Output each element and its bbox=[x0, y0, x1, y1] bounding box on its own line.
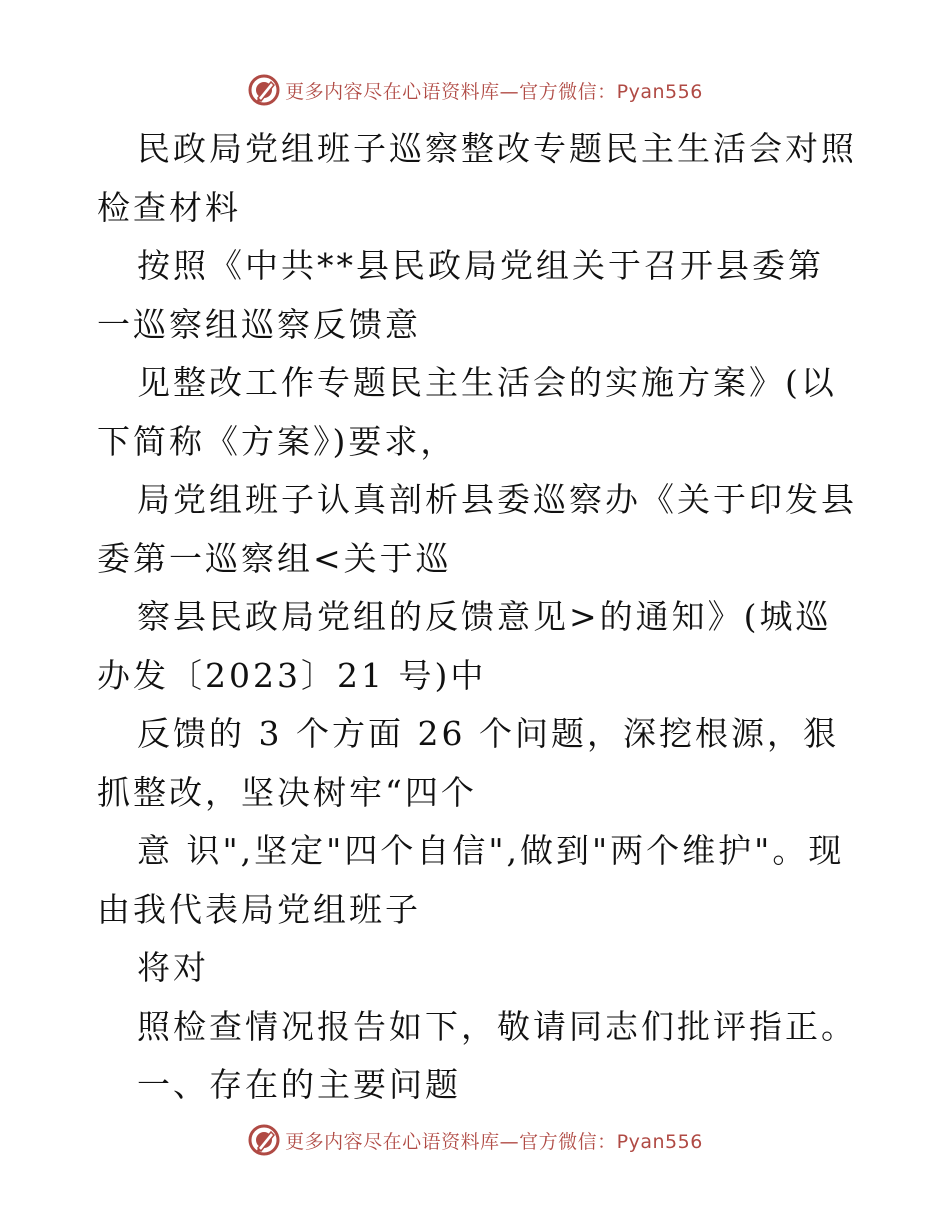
watermark-text: 更多内容尽在心语资料库—官方微信：Pyan556 bbox=[285, 80, 703, 103]
paragraph: 照检查情况报告如下，敬请同志们批评指正。 bbox=[137, 1006, 857, 1046]
paragraph: 反馈的 3 个方面 26 个问题，深挖根源，狠抓整改，坚决树牢“四个 bbox=[97, 714, 839, 812]
document-body bbox=[97, 120, 857, 1115]
paragraph: 将对 bbox=[137, 948, 209, 987]
watermark-text: 更多内容尽在心语资料库—官方微信：Pyan556 bbox=[285, 1130, 703, 1153]
pen-logo-icon bbox=[247, 73, 281, 107]
pen-logo-icon bbox=[247, 1123, 281, 1157]
paragraph: 按照《中共**县民政局党组关于召开县委第一巡察组巡察反馈意 bbox=[97, 246, 824, 344]
document-title: 民政局党组班子巡察整改专题民主生活会对照检查材料 bbox=[97, 129, 857, 227]
paragraph: 见整改工作专题民主生活会的实施方案》(以下简称《方案》)要求， bbox=[97, 363, 837, 461]
paragraph: 察县民政局党组的反馈意见>的通知》(城巡办发〔2023〕21 号)中 bbox=[97, 597, 832, 695]
section-heading: 一、存在的主要问题 bbox=[137, 1065, 461, 1104]
paragraph: 局党组班子认真剖析县委巡察办《关于印发县委第一巡察组<关于巡 bbox=[97, 480, 857, 578]
header-watermark bbox=[0, 70, 950, 110]
paragraph: 意 识",坚定"四个自信",做到"两个维护"。现由我代表局党组班子 bbox=[97, 831, 845, 929]
footer-watermark bbox=[0, 1120, 950, 1160]
